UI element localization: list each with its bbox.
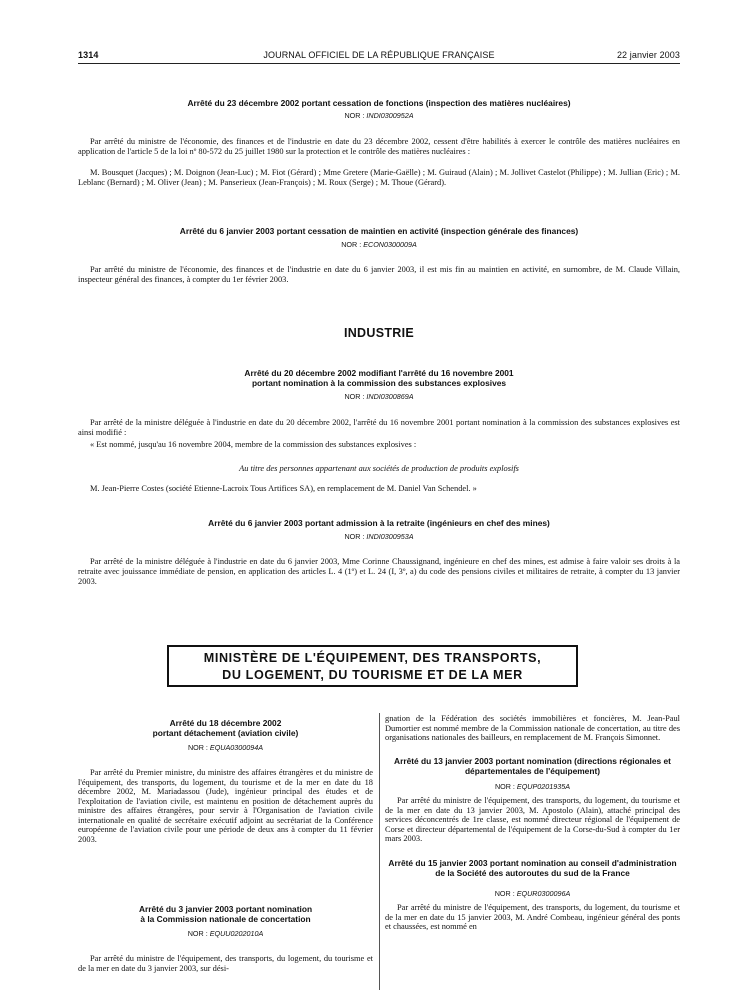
nor-label: NOR : [187,929,210,938]
article-title: Arrêté du 15 janvier 2003 portant nomination au conseil d'administration de la Société des autoroutes du sud de la France [388,858,677,878]
page-number: 1314 [78,50,99,60]
article-title: Arrêté du 3 janvier 2003 portant nomination [138,904,313,914]
article-title: à la Commission nationale de concertation [140,914,311,924]
article-title: Arrêté du 20 décembre 2002 modifiant l'arrêté du 16 novembre 2001 [244,368,514,378]
article-paragraph: gnation de la Fédération des sociétés immobilières et foncières, M. Jean-Paul Dumortier est nommé membre de la Commission nationale de concertation, au titre des organisations nationales des bailleurs, en remplacement de M. François Simonnet. [385,714,680,742]
nor-code: EQUU0202010A [209,929,264,938]
nor-code: EQUR0300096A [516,889,571,898]
article-title: Arrêté du 23 décembre 2002 portant cessation de fonctions (inspection des matières nucléaires) [187,98,571,108]
nor-reference [78,929,373,938]
ministry-heading-box [167,645,578,687]
ministry-line: MINISTÈRE DE L'ÉQUIPEMENT, DES TRANSPORTS, [203,651,542,665]
article-paragraph: « Est nommé, jusqu'au 16 novembre 2004, membre de la commission des substances explosives : [90,440,417,449]
nor-code: INDI0300952A [366,111,414,120]
nor-code: EQUP0201935A [516,782,571,791]
nor-label: NOR : [494,889,517,898]
nor-label: NOR : [344,111,367,120]
article-paragraph: Par arrêté du ministre de l'économie, des finances et de l'industrie en date du 6 janvier 2003, il est mis fin au maintien en activité, en surnombre, de M. Claude Villain, inspecteur général des finances, à compter du 1er février 2003. [78,265,680,284]
journal-title: JOURNAL OFFICIEL DE LA RÉPUBLIQUE FRANÇAISE [263,50,495,60]
article-title: Arrêté du 18 décembre 2002 [169,718,282,728]
article-paragraph: Par arrêté du Premier ministre, du ministre des affaires étrangères et du ministre de l'équipement, des transports, du logement, du tourisme et de la mer en date du 18 décembre 2002, M. Mariadassou (Jude), ingénieur principal des études et de l'exploitation de l'aviation civile, est maintenu en position de détachement auprès du ministre des affaires étrangères, pour servir à l'Organisation de l'aviation civile internationale en qualité de secrétaire exécutif adjoint au secrétariat de la Conférence européenne de l'aviation civile pour une période de deux ans à compter du 11 février 2003. [78,768,373,844]
ministry-line: DU LOGEMENT, DU TOURISME ET DE LA MER [222,668,523,682]
nor-reference [78,743,373,752]
article-title: Arrêté du 13 janvier 2003 portant nomination (directions régionales et départementales de l'équipement) [394,756,671,776]
section-heading: INDUSTRIE [343,326,415,340]
nor-label: NOR : [344,392,367,401]
nor-reference [78,240,680,249]
article-paragraph: Par arrêté du ministre de l'économie, des finances et de l'industrie en date du 23 décembre 2002, cessent d'être habilités à exercer le contrôle des matières nucléaires en application de l'article 5 de la loi nº 80-572 du 25 juillet 1980 sur la protection et le contrôle des matières nucléaires : [78,137,680,156]
article-paragraph: M. Bousquet (Jacques) ; M. Doignon (Jean-Luc) ; M. Fiot (Gérard) ; Mme Gretere (Marie-Gaëlle) ; M. Guiraud (Alain) ; M. Jollivet Castelot (Philippe) ; M. Jullian (Eric) ; M. Leblanc (Bernard) ; M. Oliver (Jean) ; M. Panserieux (Jean-François) ; M. Roux (Serge) ; M. Thoue (Gérard). [78,168,680,187]
article-title: portant nomination à la commission des substances explosives [251,378,507,388]
article-paragraph: Par arrêté de la ministre déléguée à l'industrie en date du 20 décembre 2002, l'arrêté du 16 novembre 2001 portant nomination à la commission des substances explosives est ainsi modifié : [78,418,680,437]
nor-label: NOR : [341,240,364,249]
nor-reference [78,111,680,120]
article-paragraph: Par arrêté du ministre de l'équipement, des transports, du logement, du tourisme et de la mer en date du 3 janvier 2003, sur dési- [78,954,373,973]
nor-reference [385,782,680,791]
column-divider [379,713,380,990]
nor-code: EQUA0300094A [209,743,264,752]
article-subheading: Au titre des personnes appartenant aux sociétés de production de produits explosifs [239,464,519,473]
article-title: portant détachement (aviation civile) [152,728,299,738]
nor-reference [78,392,680,401]
nor-label: NOR : [494,782,517,791]
nor-code: ECON0300009A [363,240,417,249]
article-title: Arrêté du 6 janvier 2003 portant cessation de maintien en activité (inspection générale des finances) [179,226,579,236]
article-title: Arrêté du 6 janvier 2003 portant admission à la retraite (ingénieurs en chef des mines) [208,518,550,528]
header-rule [78,63,680,64]
article-paragraph: Par arrêté de la ministre déléguée à l'industrie en date du 6 janvier 2003, Mme Corinne Chaussignand, ingénieure en chef des mines, est admise à faire valoir ses droits à la retraite avec jouissance immédiate de pension, en application des articles L. 4 (1º) et L. 24 (I, 3º, a) du code des pensions civiles et militaires de retraite, à compter du 13 janvier 2003. [78,557,680,586]
article-paragraph: Par arrêté du ministre de l'équipement, des transports, du logement, du tourisme et de la mer en date du 15 janvier 2003, M. André Combeau, ingénieur général des ponts et chaussées, est nommé en [385,903,680,931]
nor-reference [385,889,680,898]
article-paragraph: Par arrêté du ministre de l'équipement, des transports, du logement, du tourisme et de la mer en date du 13 janvier 2003, M. Apostolo (Alain), attaché principal des services déconcentrés de 1re classe, est nommé directeur régional de l'équipement de Corse et directeur départemental de l'équipement de la Corse-du-Sud à compter du 1er mars 2003. [385,796,680,843]
nor-label: NOR : [187,743,210,752]
issue-date: 22 janvier 2003 [616,50,680,60]
article-paragraph: M. Jean-Pierre Costes (société Etienne-Lacroix Tous Artifices SA), en remplacement de M. Daniel Van Schendel. » [90,484,477,493]
nor-code: INDI0300953A [366,532,414,541]
nor-code: INDI0300869A [366,392,414,401]
page-header [78,50,680,64]
nor-label: NOR : [344,532,367,541]
nor-reference [78,532,680,541]
